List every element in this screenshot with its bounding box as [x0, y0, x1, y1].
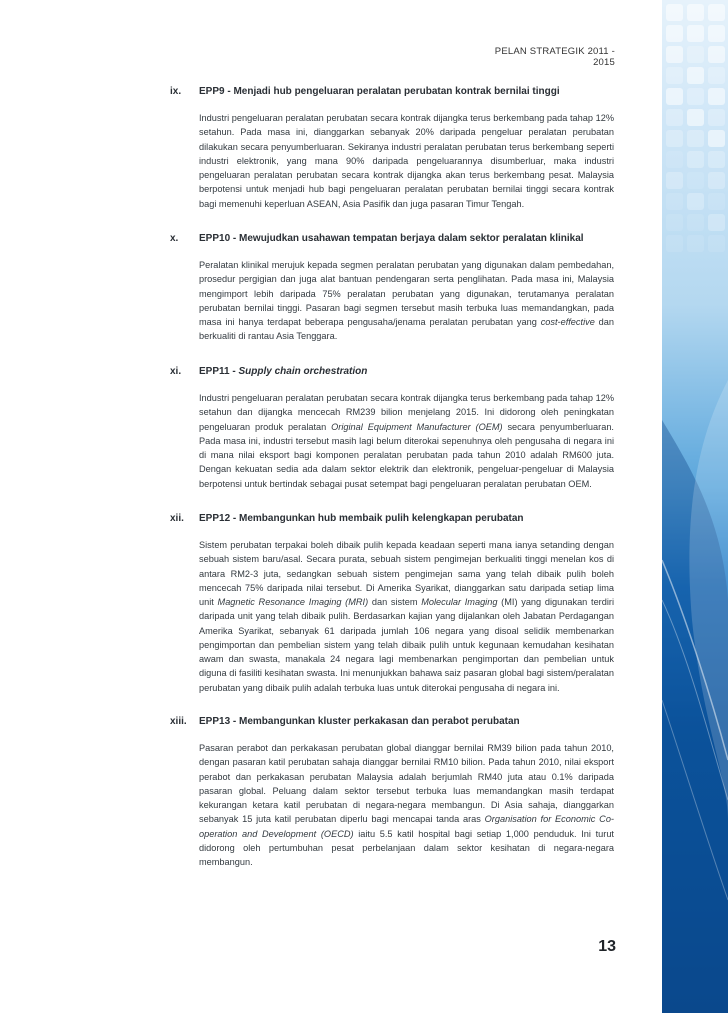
section-epp13 — [170, 716, 614, 869]
italic-term: Molecular Imaging — [421, 597, 498, 607]
running-header: PELAN STRATEGIK 2011 - 2015 — [494, 46, 615, 68]
italic-term: Magnetic Resonance Imaging (MRI) — [217, 597, 369, 607]
section-number: xi. — [170, 366, 182, 377]
section-paragraph: Peralatan klinikal merujuk kepada segmen peralatan perubatan yang digunakan dalam pembedahan, prosedur pergigian dan juga alat bantuan pendengaran serta penglihatan. Pada masa ini, Malaysia mengimport lebih daripada 75% peralatan perubatan yang digunakan, terutamanya peralatan perubatan bernilai tinggi. Pasaran bagi segmen tersebut masih terbuka luas memandangkan, pada masa ini hanya terdapat beberapa pengusaha/jenama peralatan perubatan yang cost-effective dan berkualiti di rantau Asia Tenggara. — [199, 260, 614, 342]
section-paragraph: Pasaran perabot dan perkakasan perubatan global dianggar bernilai RM39 bilion pada tahun 2010, dengan pasaran katil perubatan sahaja dianggar bernilai RM10 bilion. Pada tahun 2010, nilai eksport perabot dan perkakasan perubatan Malaysia adalah berjumlah RM40 juta atau 0.1% daripada pasaran global. Peluang dalam sektor tersebut terbuka luas memandangkan masih terdapat kekurangan ketara katil perubatan di negara-negara membangun. Di Asia sahaja, dianggarkan sebanyak 15 juta katil perubatan diperlu bagi mencapai tanda aras Organisation for Economic Co-operation and Development (OECD) iaitu 5.5 katil hospital bagi setiap 1,000 penduduk. Ini turut didorong oleh pertumbuhan pesat perbelanjaan dalam sektor kesihatan di negara-negara membangun. — [199, 743, 614, 867]
italic-term: Organisation for Economic Co-operation and Development (OECD) — [199, 814, 614, 839]
section-number: x. — [170, 233, 179, 244]
section-title: EPP13 - Membangunkan kluster perkakasan dan perabot perubatan — [199, 716, 520, 727]
section-title: EPP11 - Supply chain orchestration — [199, 366, 368, 377]
italic-term: Original Equipment Manufacturer (OEM) — [331, 421, 503, 432]
section-epp12 — [170, 513, 614, 695]
section-number: xii. — [170, 513, 184, 524]
section-epp9 — [170, 86, 614, 211]
decorative-swoosh — [662, 0, 728, 1013]
section-title: EPP9 - Menjadi hub pengeluaran peralatan perubatan kontrak bernilai tinggi — [199, 86, 560, 97]
section-paragraph: Industri pengeluaran peralatan perubatan secara kontrak dijangka terus berkembang pada tahap 12% setahun. Pada masa ini, dianggarkan sebanyak 20% daripada pengeluar peralatan perubatan dilakukan secara penyumberluaran. Sekiranya industri peralatan perubatan terus berkembang seperti industri elektronik, yang mana 90% daripada pengeluarannya disumberluar, maka industri pengeluaran peralatan perubatan secara kontrak dijangka akan terus berkembang pesat. Malaysia berpotensi untuk menjadi hub bagi pengeluaran peralatan perubatan bernilai tinggi secara kontrak bagi memenuhi keperluan ASEAN, Asia Pasifik dan juga pasaran Timur Tengah. — [199, 113, 614, 209]
italic-term: cost-effective — [540, 317, 595, 327]
page-number: 13 — [598, 938, 616, 955]
section-paragraph: Industri pengeluaran peralatan perubatan secara kontrak dijangka terus berkembang pada tahap 12% setahun dan dijangka mencecah RM239 bilion menjelang 2015. Ini didorong oleh peningkatan pengeluaran produk peralatan Original Equipment Manufacturer (OEM) secara penyumberluaran. Pada masa ini, industri tersebut masih lagi belum diterokai sepenuhnya oleh pengusaha di negara ini di mana nilai eksport bagi komponen peralatan perubatan pada tahun 2010 adalah RM600 juta. Dengan kekuatan sedia ada dalam sektor elektrik dan elektronik, pengeluar-pengeluar di Malaysia berpotensi untuk bertindak sebagai pusat setempat bagi pengeluaran peralatan perubatan OEM. — [199, 393, 614, 489]
section-title: EPP10 - Mewujudkan usahawan tempatan berjaya dalam sektor peralatan klinikal — [199, 233, 584, 244]
section-epp10 — [170, 233, 614, 344]
section-number: ix. — [170, 86, 182, 97]
decorative-side-band — [662, 0, 728, 1013]
section-epp11 — [170, 366, 614, 491]
section-number: xiii. — [170, 716, 187, 727]
section-title: EPP12 - Membangunkan hub membaik pulih kelengkapan perubatan — [199, 513, 524, 524]
section-paragraph: Sistem perubatan terpakai boleh dibaik pulih kepada keadaan seperti mana ianya setanding dengan sebuah sistem baru/asal. Secara purata, sebuah sistem pengimejan berkualiti tinggi menelan kos di antara RM2-3 juta, sedangkan sebuah sistem pengimejan sama yang telah dibaik pulih boleh mencecah 75% daripada nilai tersebut. Di Amerika Syarikat, dianggarkan satu daripada setiap lima unit Magnetic Resonance Imaging (MRI) dan sistem Molecular Imaging (MI) yang digunakan terdiri daripada unit yang telah dibaik pulih. Berdasarkan kajian yang dijalankan oleh Jabatan Perdagangan Amerika Syarikat, sebanyak 61 daripada jumlah 106 negara yang disoal selidik membenarkan pengimportan dan pembelian sistem yang telah dibaik pulih untuk kegunaan kemudahan kesihatan awam dan swasta, manakala 24 negara lagi membenarkan pengimportan dan pembelian untuk diguna di fasiliti kesihatan swasta. Ini menunjukkan bahawa saiz pasaran global bagi sistem/peralatan perubatan yang dibaik pulih adalah terbuka luas untuk diterokai pengusaha di negara ini. — [199, 540, 614, 693]
italic-title-term: Supply chain orchestration — [238, 366, 368, 377]
